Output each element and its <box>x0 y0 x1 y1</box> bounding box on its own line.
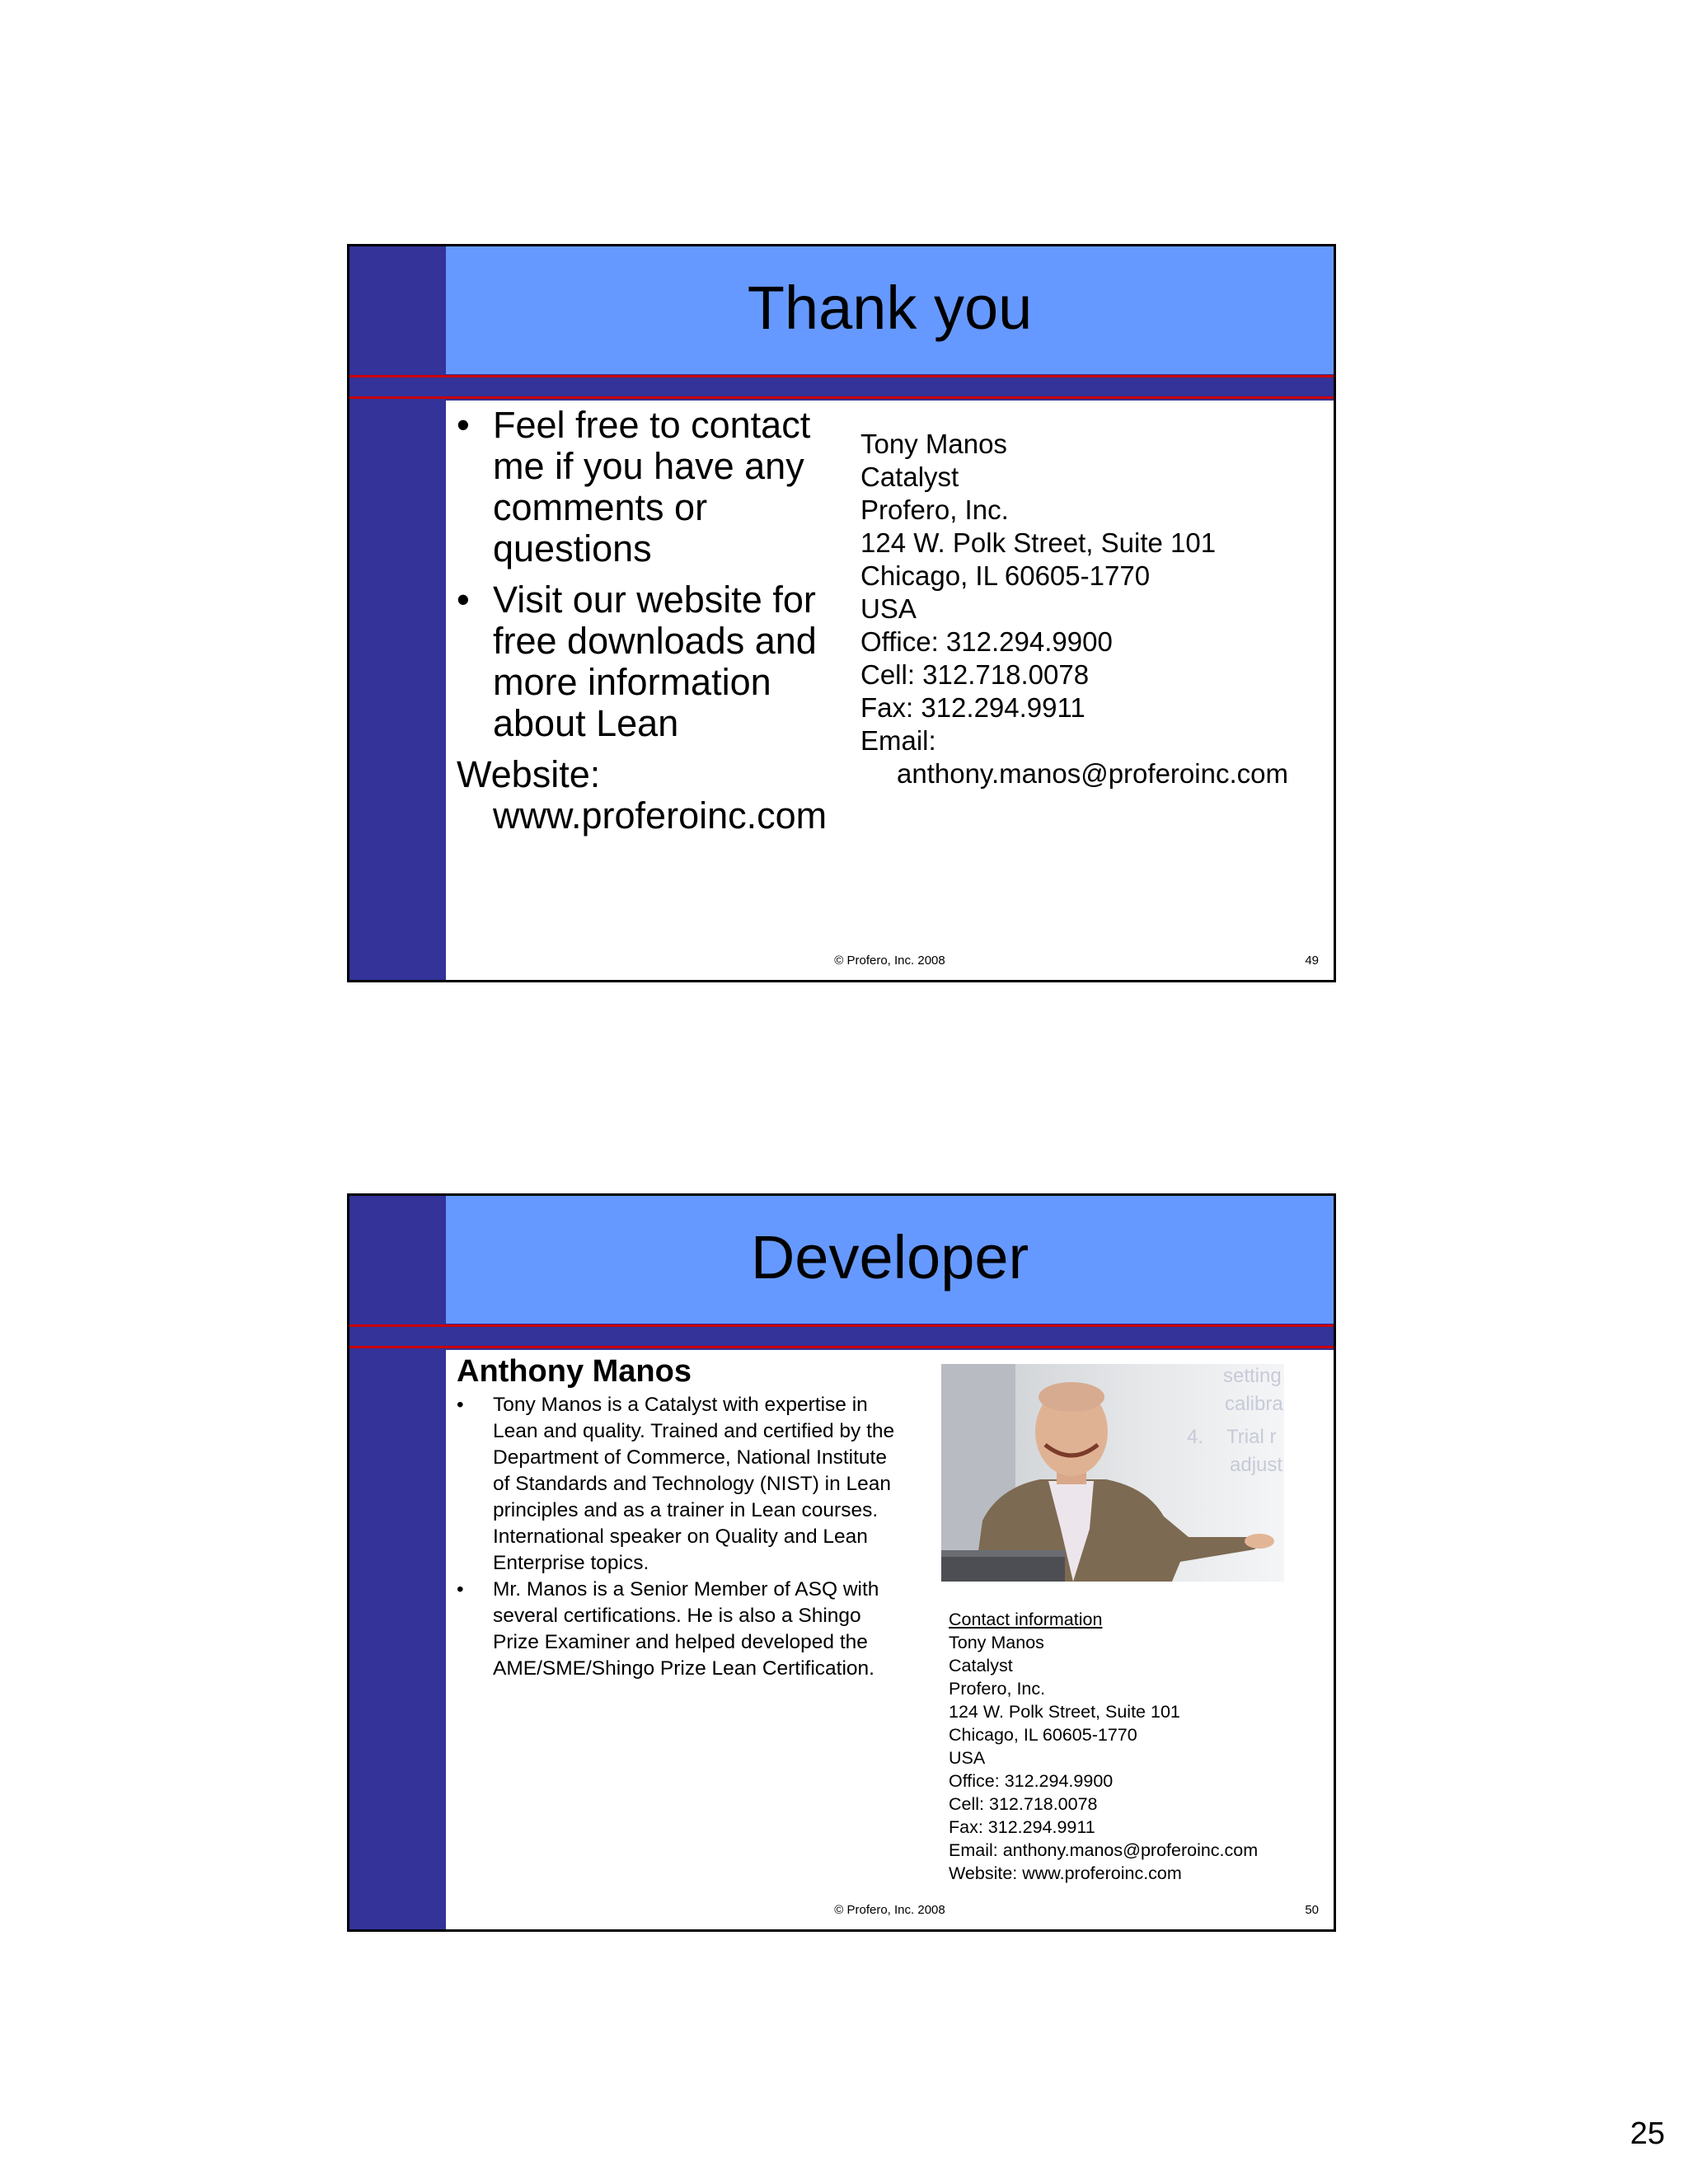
bullet-icon: • <box>457 579 470 621</box>
slide-number: 49 <box>1305 954 1319 968</box>
contact-line: Email: <box>860 725 936 756</box>
contact-line: 124 W. Polk Street, Suite 101 <box>949 1702 1180 1722</box>
contact-line: USA <box>860 593 917 624</box>
contact-line: Catalyst <box>949 1656 1013 1675</box>
photo-slide-text: calibra <box>1225 1393 1283 1415</box>
contact-header: Contact information <box>949 1610 1103 1629</box>
list-item: • Feel free to contact me if you have any comments or questions <box>457 404 811 569</box>
contact-line: Tony Manos <box>860 429 1007 459</box>
contact-line: Fax: 312.294.9911 <box>949 1817 1095 1837</box>
contact-line: Office: 312.294.9900 <box>949 1771 1114 1791</box>
contact-line: 124 W. Polk Street, Suite 101 <box>860 527 1217 558</box>
contact-line: Fax: 312.294.9911 <box>860 692 1085 723</box>
copyright: © Profero, Inc. 2008 <box>834 1903 945 1917</box>
contact-info <box>949 1608 1328 1885</box>
bullet-list <box>457 405 869 837</box>
slide-side-bar <box>349 246 446 980</box>
accent-line <box>349 396 1334 399</box>
website-link[interactable]: Website: www.proferoinc.com <box>949 1863 1182 1883</box>
contact-line: Cell: 312.718.0078 <box>860 659 1090 690</box>
contact-block <box>860 428 1330 790</box>
page-number: 25 <box>1629 2116 1665 2151</box>
contact-line: Chicago, IL 60605-1770 <box>949 1725 1137 1745</box>
contact-line: Office: 312.294.9900 <box>860 626 1113 657</box>
contact-line: Profero, Inc. <box>860 494 1009 525</box>
slide-title: Developer <box>750 1223 1029 1291</box>
list-item: • Visit our website for free downloads and more information about Lean <box>457 579 817 744</box>
contact-line: Tony Manos <box>949 1633 1044 1652</box>
slide-side-bar <box>349 1196 446 1929</box>
bullet-icon: • <box>457 1578 464 1601</box>
photo-illustration <box>941 1364 1284 1582</box>
bullet-icon: • <box>457 1394 464 1416</box>
slide-thank-you <box>347 244 1336 982</box>
website-label: Website: <box>457 753 601 795</box>
photo-slide-text: adjust <box>1230 1454 1283 1476</box>
copyright: © Profero, Inc. 2008 <box>834 954 945 968</box>
developer-photo <box>941 1364 1284 1582</box>
slide-developer <box>347 1193 1336 1932</box>
bio-list <box>457 1392 902 1682</box>
photo-slide-text: setting <box>1223 1365 1282 1387</box>
email-link[interactable]: Email: anthony.manos@proferoinc.com <box>949 1840 1259 1860</box>
contact-line: Cell: 312.718.0078 <box>949 1794 1098 1814</box>
photo-slide-text: 4. <box>1187 1426 1204 1448</box>
website-link[interactable]: www.proferoinc.com <box>493 794 828 837</box>
contact-line: Chicago, IL 60605-1770 <box>860 560 1151 591</box>
accent-line <box>349 375 1334 377</box>
contact-line: Profero, Inc. <box>949 1679 1046 1699</box>
contact-line: Catalyst <box>860 462 959 492</box>
accent-line <box>349 1324 1334 1327</box>
slide-number: 50 <box>1305 1903 1319 1917</box>
slide-title: Thank you <box>747 274 1033 342</box>
developer-name: Anthony Manos <box>457 1354 692 1389</box>
contact-line: USA <box>949 1748 986 1768</box>
accent-line <box>349 1346 1334 1348</box>
bullet-icon: • <box>457 404 470 446</box>
list-item: • Mr. Manos is a Senior Member of ASQ with several certifications. He is also a Shingo Prize Examiner and helped developed the AME/SME/Shingo Prize Lean Certification. <box>457 1577 902 1682</box>
email-link[interactable]: anthony.manos@proferoinc.com <box>897 758 1288 789</box>
photo-slide-text: Trial r <box>1226 1426 1277 1448</box>
list-item: • Tony Manos is a Catalyst with expertise in Lean and quality. Trained and certified by the Department of Commerce, National Institute of Standards and Technology (NIST) in Lean principles and as a trainer in Lean courses. International speaker on Quality and Lean Enterprise topics. <box>457 1392 902 1577</box>
